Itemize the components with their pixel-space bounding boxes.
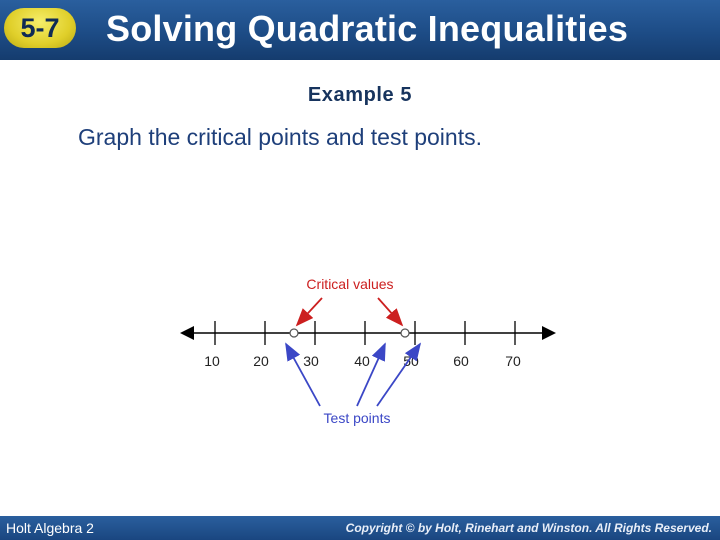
example-label: Example 5 [307, 84, 413, 106]
instruction-text: Graph the critical points and test points. [78, 124, 482, 150]
footer-copyright: Copyright © by Holt, Rinehart and Winston. All Rights Reserved. [345, 521, 712, 535]
critical-point-1 [290, 329, 298, 337]
lesson-badge: 5-7 [4, 8, 76, 48]
slide-title: Solving Quadratic Inequalities [106, 8, 629, 49]
left-arrow-head [180, 326, 194, 340]
tick-label-50: 50 [403, 353, 419, 369]
critical-arrow-right [378, 298, 402, 325]
test-arrow-3 [377, 344, 420, 406]
tick-label-30: 30 [303, 353, 319, 369]
tick-label-10: 10 [204, 353, 220, 369]
tick-label-20: 20 [253, 353, 269, 369]
tick-label-60: 60 [453, 353, 469, 369]
critical-arrow-left [297, 298, 322, 325]
footer-book-title: Holt Algebra 2 [6, 520, 94, 536]
tick-label-70: 70 [505, 353, 521, 369]
right-arrow-head [542, 326, 556, 340]
slide-footer [0, 516, 720, 540]
test-points-label: Test points [323, 410, 391, 426]
tick-label-40: 40 [354, 353, 370, 369]
critical-point-2 [401, 329, 409, 337]
critical-values-label: Critical values [306, 276, 394, 292]
